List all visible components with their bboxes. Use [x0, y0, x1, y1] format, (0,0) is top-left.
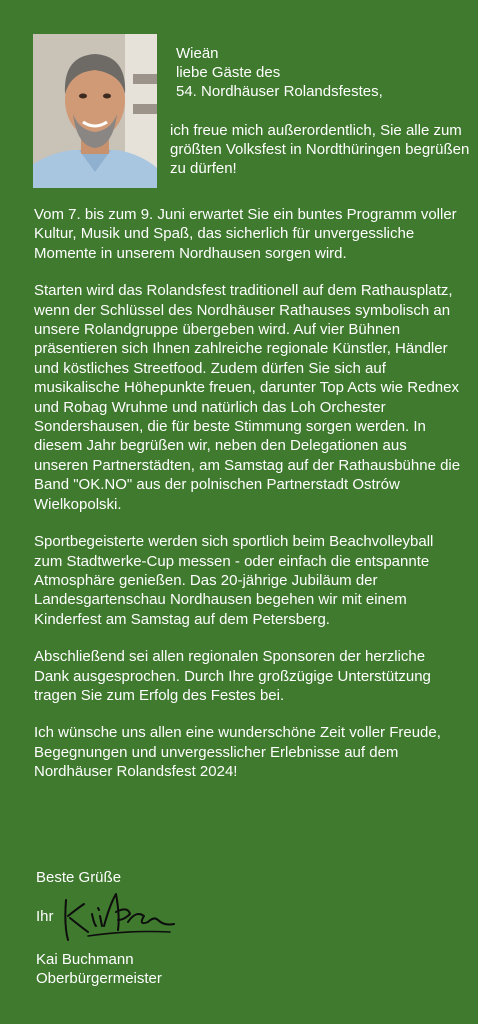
paragraph-sponsors: Abschließend sei allen regionalen Sponsoren der herzliche Dank ausgesprochen. Durch Ihre großzügige Unterstützung tragen Sie zum Erfolg des Festes bei. [34, 648, 431, 704]
portrait-illustration [33, 34, 157, 188]
letter-body [34, 205, 464, 800]
greeting [176, 44, 383, 101]
closing-phrase: Beste Grüße [36, 869, 122, 886]
ihr-label: Ihr [36, 908, 54, 925]
intro-text: ich freue mich außerordentlich, Sie alle zum größten Volksfest in Nordthüringen begrüßen zu dürfen! [170, 122, 470, 177]
greeting-line-3: 54. Nordhäuser Rolandsfestes, [176, 83, 383, 100]
signer-name: Kai Buchmann [36, 951, 134, 968]
signer-title: Oberbürgermeister [36, 970, 162, 987]
signature-icon [58, 886, 178, 944]
paragraph-wishes: Ich wünsche uns allen eine wunderschöne Zeit voller Freude, Begegnungen und unvergesslicher Erlebnisse auf dem Nordhäuser Rolandsfest 2024! [34, 724, 441, 781]
paragraph-sports: Sportbegeisterte werden sich sportlich beim Beachvolleyball zum Stadtwerke-Cup messen - oder einfach die entspannte Atmosphäre genießen. Das 20-jährige Jubiläum der Landesgartenschau Nordhausen begehen wir mit einem Kinderfest am Samstag auf dem Petersberg. [34, 533, 434, 628]
greeting-line-2: liebe Gäste des [176, 64, 281, 81]
paragraph-program: Starten wird das Rolandsfest traditionell auf dem Rathausplatz, wenn der Schlüssel des Nordhäuser Rathauses symbolisch an unsere Rolandgruppe übergeben wird. Auf vier Bühnen präsentieren sich Ihnen zahlreiche regionale Künstler, Händler und köstliches Streetfood. Zudem dürfen Sie sich auf musikalische Höhepunkte freuen, darunter Top Acts wie Rednex und Robag Wruhme und natürlich das Loh Orchester Sondershausen, die für beste Stimmung sorgen werden. In diesem Jahr begrüßen wir, neben den Delegationen aus unseren Partnerstädten, am Samstag auf der Rathausbühne die Band "OK.NO" aus der polnischen Partnerstadt Ostrów Wielkopolski. [34, 282, 461, 513]
greeting-line-1: Wieän [176, 45, 219, 62]
paragraph-dates: Vom 7. bis zum 9. Juni erwartet Sie ein buntes Programm voller Kultur, Musik und Spaß, das sicherlich für unvergessliche Momente in unserem Nordhausen sorgen wird. [34, 206, 457, 262]
signer-block [36, 950, 162, 988]
mayor-portrait [33, 34, 157, 188]
